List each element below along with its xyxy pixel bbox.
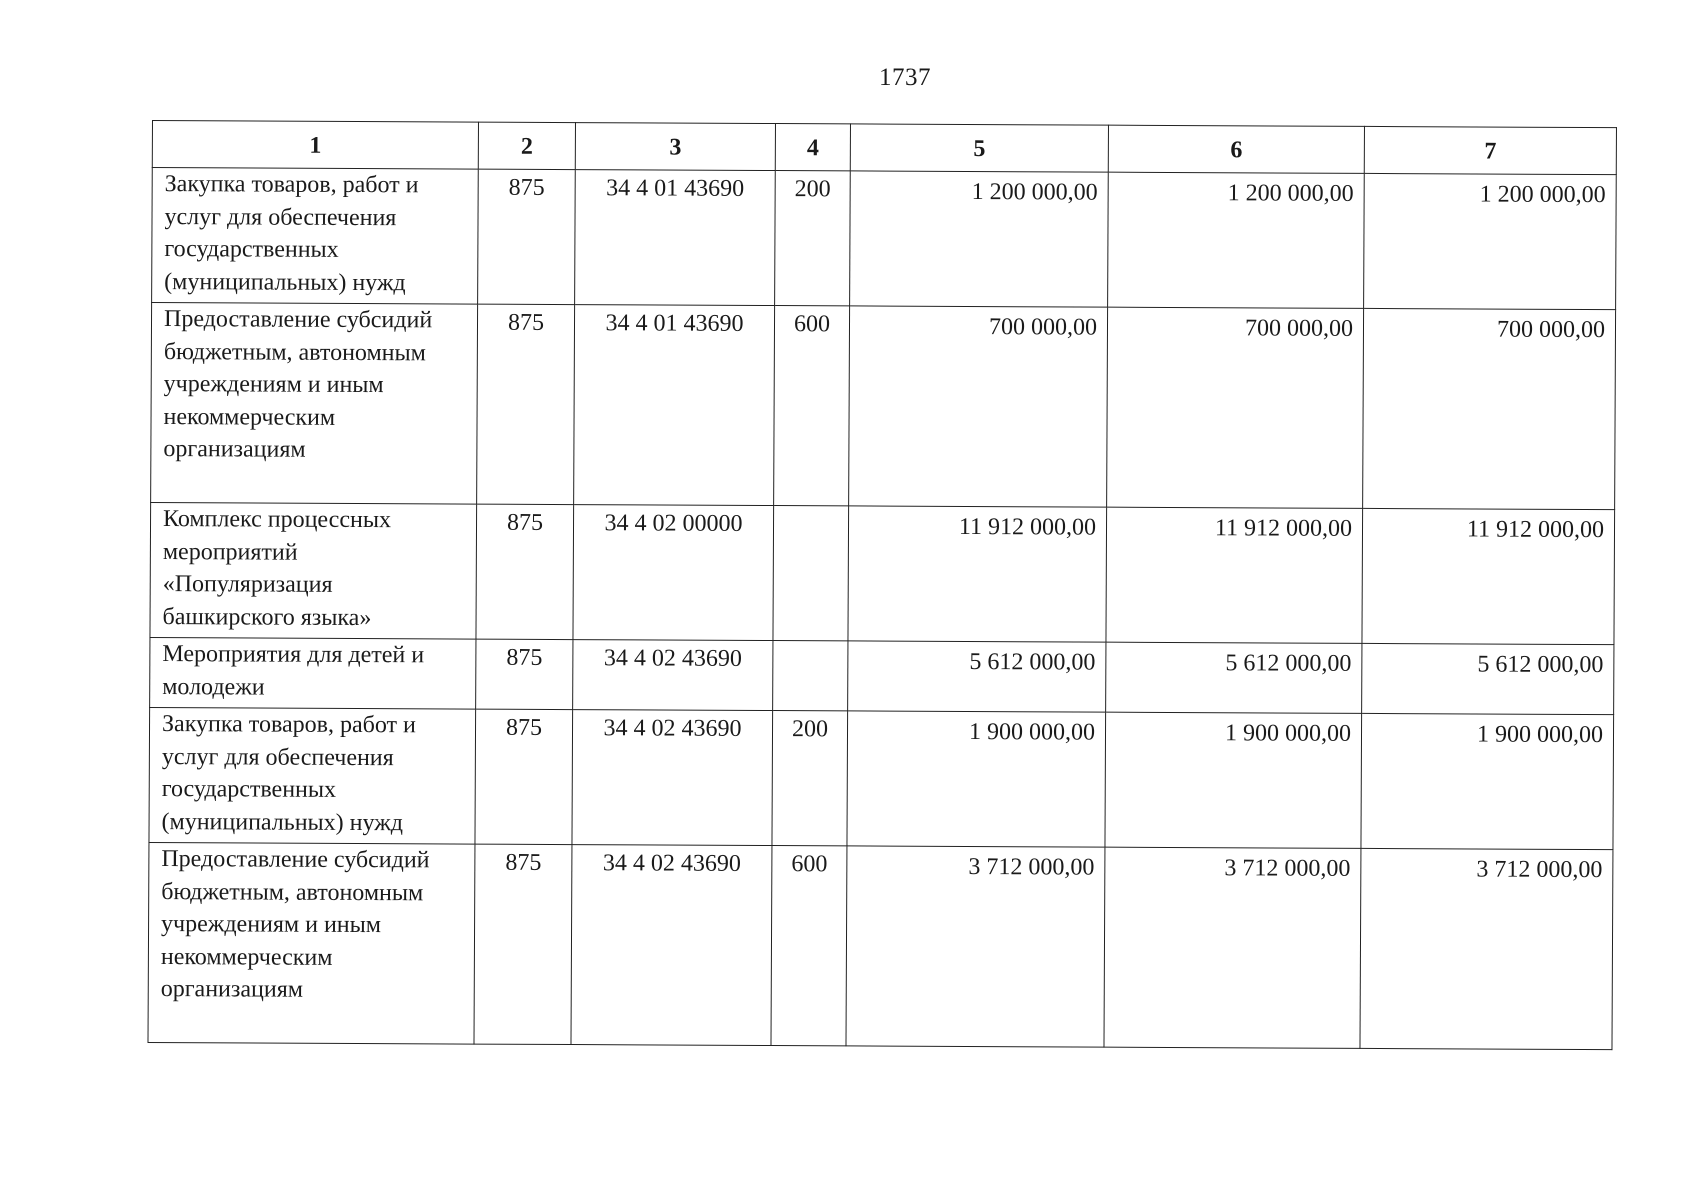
row-name: Предоставление субсидий бюджетным, автономным учреждениям и иным некоммерческим организациям <box>148 842 475 1044</box>
row-amount-col-6: 1 200 000,00 <box>1108 172 1365 308</box>
table-row <box>148 842 1613 1049</box>
row-amount-col-6: 3 712 000,00 <box>1104 847 1361 1048</box>
row-department-code: 875 <box>476 639 573 709</box>
row-target-article: 34 4 01 43690 <box>575 170 776 306</box>
row-department-code: 875 <box>476 504 574 639</box>
row-amount-col-5: 11 912 000,00 <box>848 506 1107 642</box>
row-amount-col-5: 700 000,00 <box>849 306 1108 507</box>
table-header-row <box>152 121 1616 175</box>
row-department-code: 875 <box>475 709 573 844</box>
row-amount-col-7: 700 000,00 <box>1363 308 1616 509</box>
budget-table <box>147 120 1616 1050</box>
row-name: Мероприятия для детей и молодежи <box>150 637 476 709</box>
header-col-2: 2 <box>478 122 575 169</box>
table-row <box>150 502 1615 644</box>
row-department-code: 875 <box>478 169 576 304</box>
row-amount-col-6: 700 000,00 <box>1107 307 1364 508</box>
header-col-4: 4 <box>775 124 850 171</box>
header-col-6: 6 <box>1108 125 1364 173</box>
row-amount-col-7: 11 912 000,00 <box>1362 508 1615 644</box>
row-amount-col-6: 11 912 000,00 <box>1106 507 1363 643</box>
table-row <box>149 707 1614 849</box>
row-expense-type: 200 <box>772 711 848 846</box>
header-col-5: 5 <box>850 124 1108 172</box>
row-name: Комплекс процессных мероприятий «Популяризация башкирского языка» <box>150 502 477 639</box>
row-department-code: 875 <box>474 844 572 1044</box>
row-amount-col-5: 3 712 000,00 <box>846 846 1105 1047</box>
row-amount-col-5: 5 612 000,00 <box>848 641 1106 712</box>
row-expense-type: 200 <box>775 171 851 306</box>
row-target-article: 34 4 02 43690 <box>571 845 772 1046</box>
row-department-code: 875 <box>477 304 575 504</box>
row-amount-col-7: 3 712 000,00 <box>1360 848 1613 1049</box>
row-target-article: 34 4 02 43690 <box>573 640 773 711</box>
page-number: 1737 <box>879 64 931 91</box>
row-amount-col-6: 1 900 000,00 <box>1105 712 1362 848</box>
row-amount-col-5: 1 200 000,00 <box>850 171 1109 307</box>
row-target-article: 34 4 01 43690 <box>574 305 775 506</box>
row-amount-col-7: 1 200 000,00 <box>1364 173 1617 309</box>
row-amount-col-6: 5 612 000,00 <box>1106 642 1362 713</box>
header-col-3: 3 <box>575 123 775 171</box>
row-expense-type <box>773 506 849 641</box>
row-name: Закупка товаров, работ и услуг для обеспечения государственных (муниципальных) нужд <box>149 707 476 844</box>
row-name: Закупка товаров, работ и услуг для обеспечения государственных (муниципальных) нужд <box>152 168 479 305</box>
row-amount-col-7: 1 900 000,00 <box>1361 713 1614 849</box>
header-col-1: 1 <box>152 121 478 170</box>
row-target-article: 34 4 02 43690 <box>572 710 773 846</box>
header-col-7: 7 <box>1364 126 1616 174</box>
row-expense-type: 600 <box>771 846 847 1046</box>
table-row <box>151 303 1616 510</box>
row-amount-col-7: 5 612 000,00 <box>1362 643 1614 714</box>
table-row <box>152 168 1617 310</box>
row-target-article: 34 4 02 00000 <box>573 505 774 641</box>
row-amount-col-5: 1 900 000,00 <box>847 711 1106 847</box>
row-expense-type <box>773 641 848 711</box>
row-expense-type: 600 <box>774 306 850 506</box>
table-row <box>150 637 1614 714</box>
row-name: Предоставление субсидий бюджетным, автономным учреждениям и иным некоммерческим организациям <box>151 303 478 505</box>
